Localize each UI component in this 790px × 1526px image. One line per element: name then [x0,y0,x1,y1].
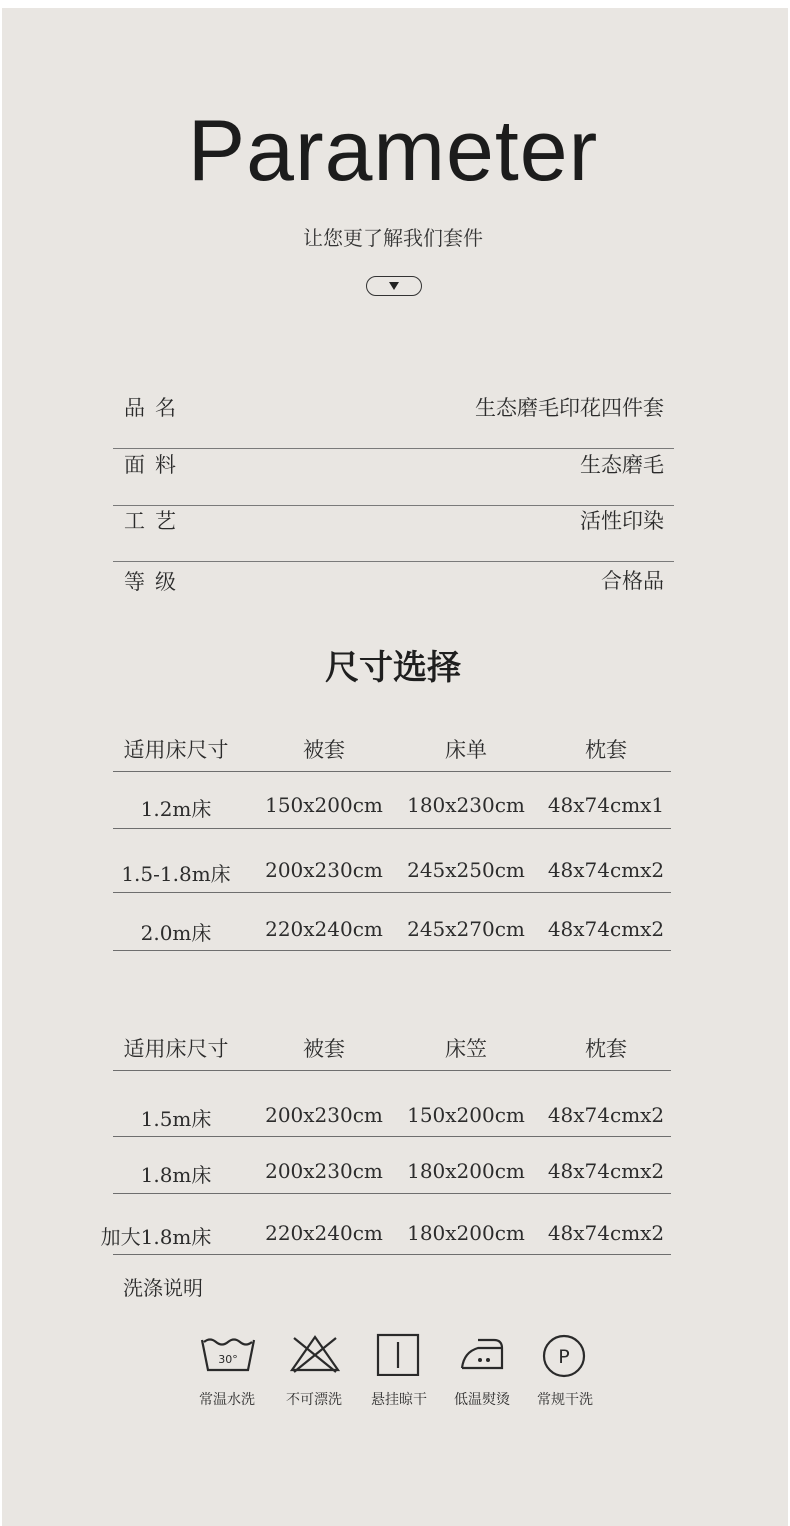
table-cell: 48x74cmx2 [547,1103,665,1127]
param-key: 等级 [124,570,186,594]
wash-label: 不可漂洗 [286,1392,342,1408]
table-row [113,828,671,893]
table-cell: 245x270cm [407,917,525,941]
table-cell: 200x230cm [265,858,383,882]
size-section-title: 尺寸选择 [325,648,461,688]
table-header-cell: 枕套 [585,738,627,762]
table-header-cell: 被套 [303,1037,345,1061]
table-cell: 48x74cmx2 [547,858,665,882]
table-cell: 150x200cm [407,1103,525,1127]
table-cell: 1.5m床 [140,1107,212,1131]
wash-title: 洗涤说明 [123,1276,203,1300]
no-bleach-icon [288,1332,342,1376]
wash-label: 低温熨烫 [454,1392,510,1408]
param-value: 合格品 [601,569,664,593]
table-header-cell: 被套 [303,738,345,762]
param-row-fabric [113,449,674,506]
table-header-row [113,730,671,772]
table-row [100,1193,671,1255]
table-cell: 220x240cm [265,1221,383,1245]
table-cell: 200x230cm [265,1103,383,1127]
wash-label: 常温水洗 [199,1392,255,1408]
table-cell: 48x74cmx1 [547,793,665,817]
table-header-cell: 床笠 [445,1037,487,1061]
table-cell: 48x74cmx2 [547,917,665,941]
page-subtitle: 让您更了解我们套件 [303,226,483,250]
caret-down-icon [389,282,399,290]
table-row [113,892,671,951]
param-key: 面料 [124,453,186,477]
table-cell: 200x230cm [265,1159,383,1183]
table-cell: 150x200cm [265,793,383,817]
table-cell: 180x200cm [407,1159,525,1183]
table-header-cell: 适用床尺寸 [123,738,229,762]
dry-clean-icon [541,1332,587,1378]
table-cell: 48x74cmx2 [547,1221,665,1245]
wash-label: 常规干洗 [537,1392,593,1408]
param-row-name [113,392,674,449]
table-row [113,771,671,829]
table-header-cell: 床单 [445,738,487,762]
hang-dry-icon [375,1332,423,1376]
table-cell: 1.8m床 [140,1163,212,1187]
table-header-cell: 枕套 [585,1037,627,1061]
wash-30-icon [200,1332,256,1376]
table-cell: 180x230cm [407,793,525,817]
dry-clean-letter: P [558,1346,570,1368]
table-header-cell: 适用床尺寸 [123,1037,229,1061]
table-cell: 1.5-1.8m床 [121,862,231,886]
table-header-row [113,1029,671,1071]
low-iron-icon [458,1332,508,1376]
table-cell: 180x200cm [407,1221,525,1245]
param-value: 活性印染 [580,509,664,533]
wash-label: 悬挂晾干 [371,1392,427,1408]
table-row [113,1136,671,1194]
table-row [113,1070,671,1137]
table-cell: 245x250cm [407,858,525,882]
table-cell: 2.0m床 [140,921,212,945]
table-cell: 加大1.8m床 [100,1225,212,1249]
scroll-down-button[interactable] [366,276,422,296]
table-cell: 220x240cm [265,917,383,941]
table-cell: 1.2m床 [140,797,212,821]
param-key: 工艺 [124,509,186,533]
wash-temp-label: 30° [218,1353,238,1366]
param-row-grade [113,562,674,618]
page-title: Parameter [187,103,599,199]
table-cell: 48x74cmx2 [547,1159,665,1183]
param-key: 品名 [124,396,186,420]
param-value: 生态磨毛 [580,453,664,477]
param-row-craft [113,505,674,562]
param-value: 生态磨毛印花四件套 [475,396,664,420]
